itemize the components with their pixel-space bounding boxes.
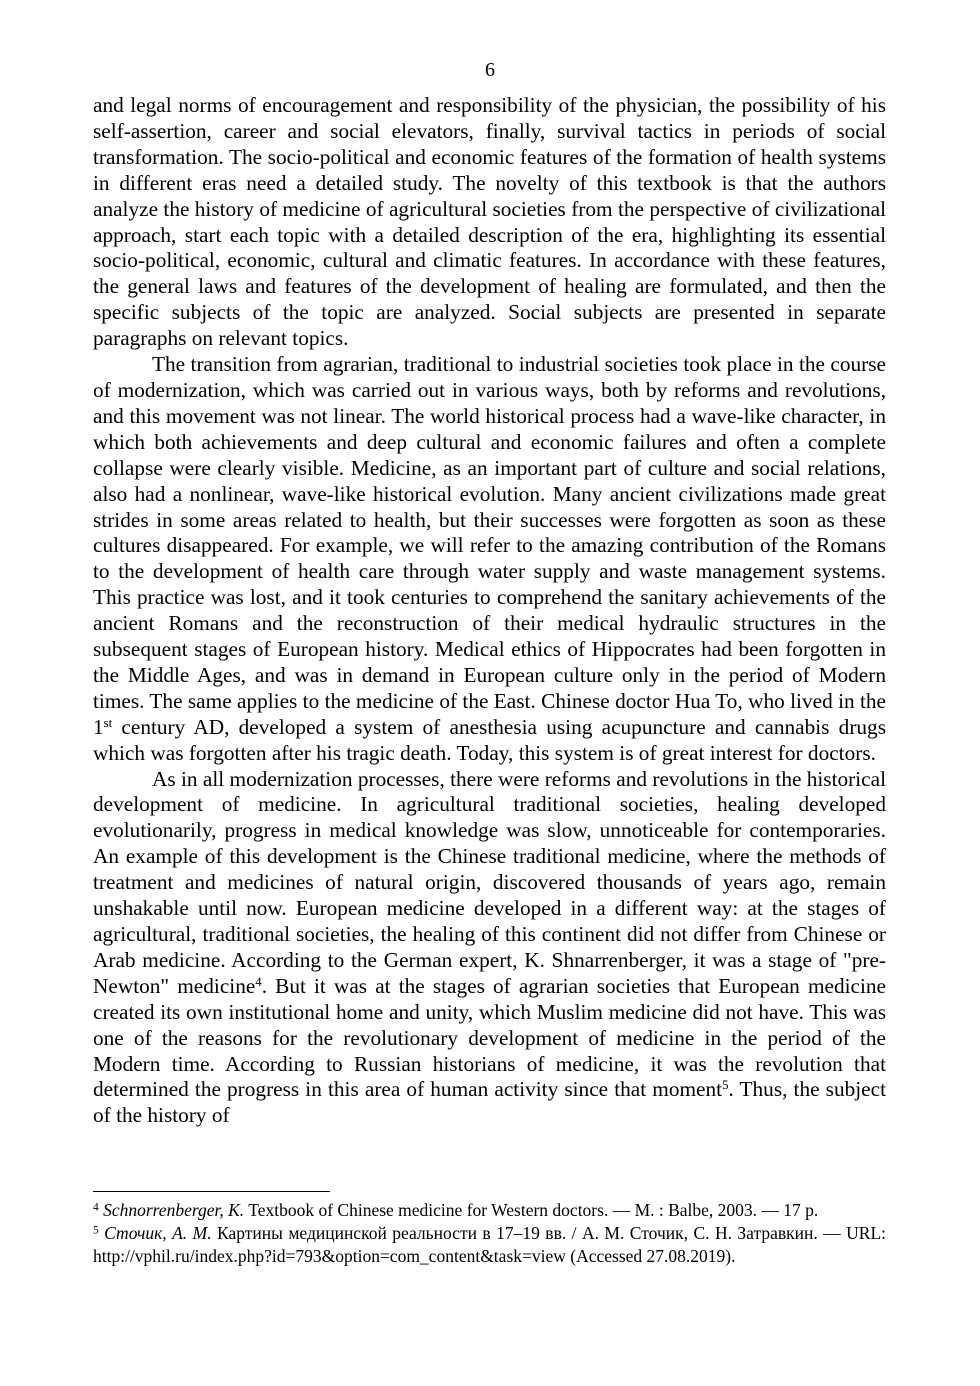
footnote-author: Schnorrenberger, K.: [103, 1200, 245, 1220]
footnote-number: 4: [93, 1201, 99, 1214]
footnote-5: [93, 1222, 886, 1268]
footnote-number: 5: [93, 1224, 99, 1237]
paragraph-text: The transition from agrarian, traditional to industrial societies took place in the course of modernization, which was carried out in various ways, both by reforms and revolutions, and this movement was not linear. The world historical process had a wave-like character, in which both achievements and deep cultural and economic failures and often a complete collapse were clearly visible. Medicine, as an important part of culture and social relations, also had a nonlinear, wave-like historical evolution. Many ancient civilizations made great strides in some areas related to health, but their successes were forgotten as soon as these cultures disappeared. For example, we will refer to the amazing contribution of the Romans to the development of health care through water supply and waste management systems. This practice was lost, and it took centuries to comprehend the sanitary achievements of the ancient Romans and the reconstruction of their medical hydraulic structures in the subsequent stages of European history. Medical ethics of Hippocrates had been forgotten in the Middle Ages, and was in demand in European culture only in the period of Modern times. The same applies to the medicine of the East. Chinese doctor Hua To, who lived in the 1: [93, 352, 886, 739]
paragraph-text: . But it was at the stages of agrarian societies that European medicine created its own institutional home and unity, which Muslim medicine did not have. This was one of the reasons for the revolutionary development of medicine in the period of the Modern time. According to Russian historians of medicine, it was the revolution that determined the progress in this area of human activity since that moment: [93, 973, 886, 1102]
paragraph-text: . Thus, the subject of the history of: [93, 1077, 887, 1128]
body-text: [93, 93, 886, 1129]
paragraph-2: [93, 352, 886, 767]
footnote-author: Сточик, А. М.: [104, 1223, 212, 1243]
paragraph-3: [93, 767, 886, 1130]
footnote-separator: [93, 1191, 330, 1192]
footnote-4: [93, 1199, 886, 1222]
paragraph-1: [93, 93, 886, 352]
paragraph-text: As in all modernization processes, there were reforms and revolutions in the historical development of medicine. In agricultural traditional societies, healing developed evolutionarily, progress in medical knowledge was slow, unnoticeable for contemporaries. An example of this development is the Chinese traditional medicine, where the methods of treatment and medicines of natural origin, discovered thousands of years ago, remain unshakable until now. European medicine developed in a different way: at the stages of agricultural, traditional societies, the healing of this continent did not differ from Chinese or Arab medicine. According to the German expert, K. Shnarrenberger, it was a stage of "pre-Newton" medicine: [93, 766, 886, 998]
paragraph-text: and legal norms of encouragement and responsibility of the physician, the possibility of his self-assertion, career and social elevators, finally, survival tactics in periods of social transformation. The socio-political and economic features of the formation of health systems in different eras need a detailed study. The novelty of this textbook is that the authors analyze the history of medicine of agricultural societies from the perspective of civilizational approach, start each topic with a detailed description of the era, highlighting its essential socio-political, economic, cultural and climatic features. In accordance with these features, the general laws and features of the development of healing are formulated, and then the specific subjects of the topic are analyzed. Social subjects are presented in separate paragraphs on relevant topics.: [93, 93, 886, 351]
paragraph-text: century AD, developed a system of anesthesia using acupuncture and cannabis drugs which was forgotten after his tragic death. Today, this system is of great interest for doctors.: [93, 714, 886, 765]
footnote-ref-5[interactable]: 5: [722, 1078, 729, 1093]
footnotes: [93, 1199, 886, 1268]
ordinal-superscript: st: [103, 715, 113, 730]
page-number: 6: [485, 59, 495, 81]
footnote-ref-4[interactable]: 4: [255, 974, 262, 989]
footnote-text: Textbook of Chinese medicine for Western doctors. — M. : Balbe, 2003. — 17 p.: [244, 1200, 819, 1220]
footnote-text: Картины медицинской реальности в 17–19 вв. / А. М. Сточик, С. Н. Затравкин. — URL: http://vphil.ru/index.php?id=793&option=com_content&task=view (Accessed 27.08.2019).: [93, 1223, 886, 1266]
